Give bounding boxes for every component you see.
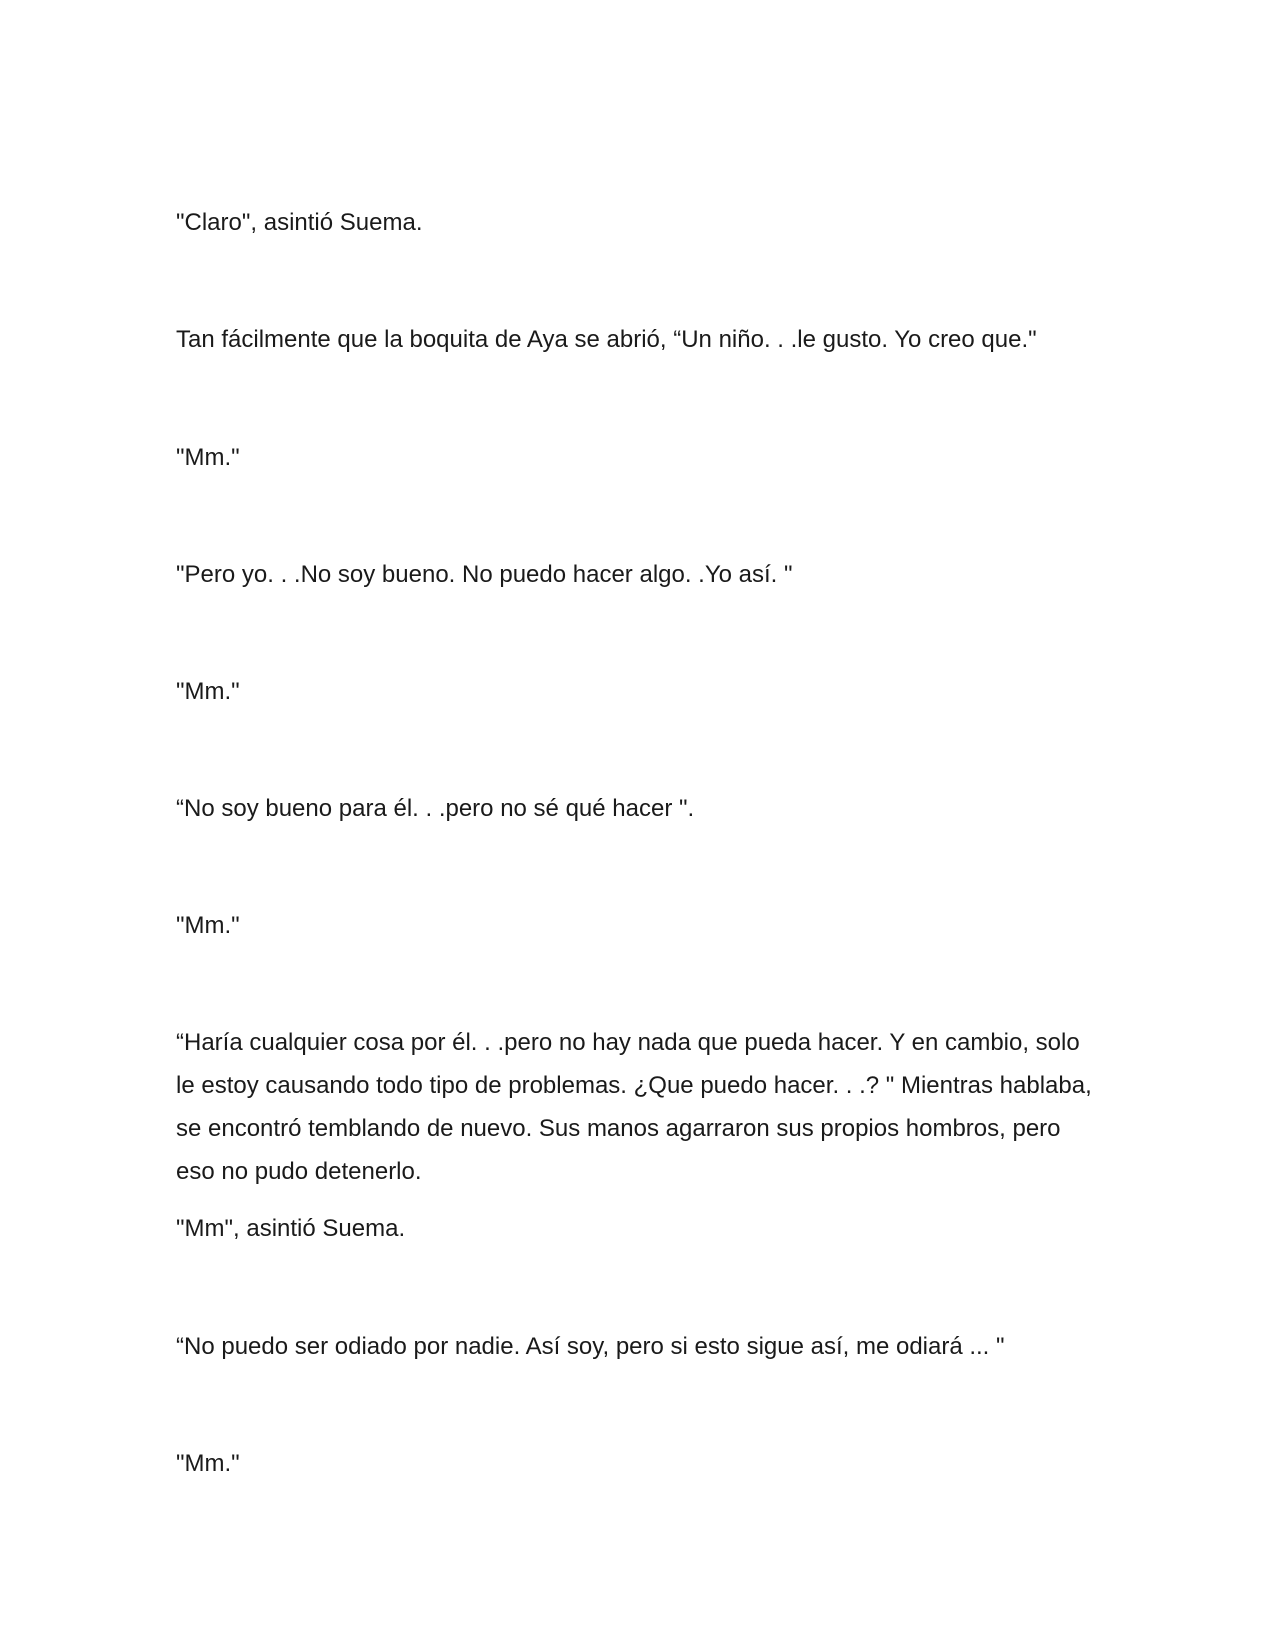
- paragraph-8: “Haría cualquier cosa por él. . .pero no hay nada que pueda hacer. Y en cambio, solo le estoy causando todo tipo de problemas. ¿Que puedo hacer. . .? " Mientras hablaba, se encontró temblando de nuevo. Sus manos agarraron sus propios hombros, pero eso no pudo detenerlo.: [176, 1029, 1092, 1185]
- paragraph-4: "Pero yo. . .No soy bueno. No puedo hacer algo. .Yo así. ": [176, 561, 793, 588]
- paragraph-1: "Claro", asintió Suema.: [176, 209, 423, 236]
- paragraph-6: “No soy bueno para él. . .pero no sé qué hacer ".: [176, 795, 695, 822]
- paragraph-5: "Mm.": [176, 678, 240, 705]
- paragraph-11: "Mm.": [176, 1450, 240, 1477]
- paragraph-10: “No puedo ser odiado por nadie. Así soy, pero si esto sigue así, me odiará ... ": [176, 1333, 1005, 1360]
- paragraph-2: Tan fácilmente que la boquita de Aya se abrió, “Un niño. . .le gusto. Yo creo que.": [176, 326, 1037, 353]
- paragraph-3: "Mm.": [176, 444, 240, 471]
- paragraph-7: "Mm.": [176, 912, 240, 939]
- paragraph-9: "Mm", asintió Suema.: [176, 1215, 406, 1242]
